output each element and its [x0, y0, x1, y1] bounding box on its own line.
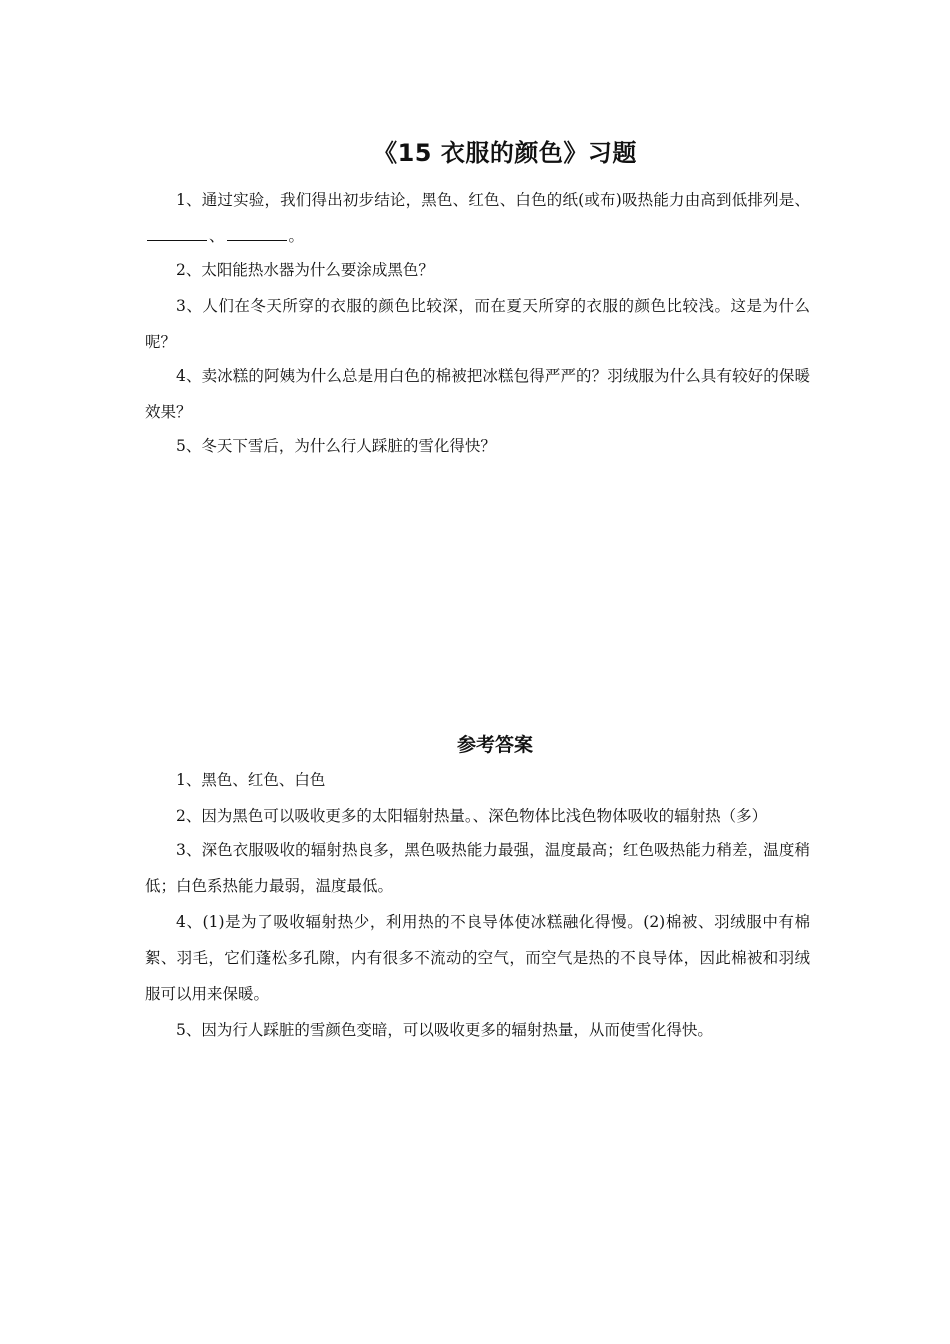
- question-3: 3、人们在冬天所穿的衣服的颜色比较深，而在夏天所穿的衣服的颜色比较浅。这是为什么呢？: [145, 297, 810, 351]
- question-1-end: 。: [288, 227, 305, 245]
- question-1: [145, 182, 810, 254]
- question-1-text: 1、通过实验，我们得出初步结论，黑色、红色、白色的纸(或布)吸热能力由高到低排列是: [176, 191, 795, 209]
- answers-heading: 参考答案: [456, 734, 533, 756]
- question-4: 4、卖冰糕的阿姨为什么总是用白色的棉被把冰糕包得严严的？羽绒服为什么具有较好的保暖效果？: [145, 367, 810, 421]
- question-2: 2、太阳能热水器为什么要涂成黑色？: [176, 261, 434, 279]
- page-title: 《15 衣服的颜色》习题: [373, 139, 637, 167]
- answer-3: 3、深色衣服吸收的辐射热良多，黑色吸热能力最强，温度最高；红色吸热能力稍差，温度稍低；白色系热能力最弱，温度最低。: [145, 841, 810, 895]
- answer-1: 1、黑色、红色、白色: [176, 771, 326, 789]
- answer-2: 2、因为黑色可以吸收更多的太阳辐射热量。、深色物体比浅色物体吸收的辐射热（多）: [176, 807, 768, 825]
- answer-blank-2[interactable]: [227, 226, 287, 241]
- answer-blank-1[interactable]: [147, 226, 207, 241]
- question-1-sep: 、: [209, 227, 225, 245]
- question-1-sep: 、: [794, 191, 810, 209]
- answer-4: 4、(1)是为了吸收辐射热少，利用热的不良导体使冰糕融化得慢。(2)棉被、羽绒服中有棉絮、羽毛，它们蓬松多孔隙，内有很多不流动的空气，而空气是热的不良导体，因此棉被和羽绒服可以用来保暖。: [145, 913, 810, 1003]
- question-5: 5、冬天下雪后，为什么行人踩脏的雪化得快？: [176, 437, 496, 455]
- answer-5: 5、因为行人踩脏的雪颜色变暗，可以吸收更多的辐射热量，从而使雪化得快。: [176, 1021, 713, 1039]
